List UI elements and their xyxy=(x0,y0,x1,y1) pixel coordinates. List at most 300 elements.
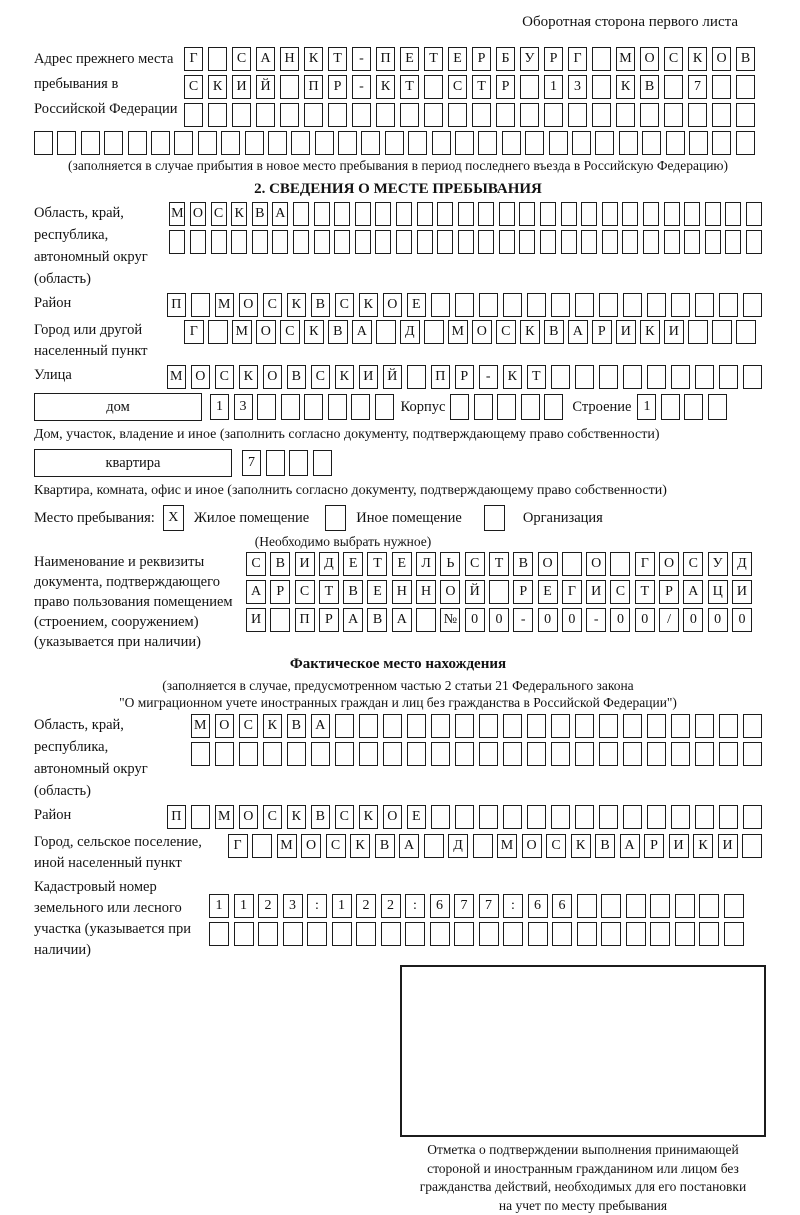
char-cell[interactable]: А xyxy=(352,320,372,344)
char-cell[interactable] xyxy=(581,202,597,226)
char-cell[interactable] xyxy=(408,131,427,155)
char-cell[interactable]: О xyxy=(640,47,659,71)
char-cell[interactable]: И xyxy=(586,580,606,604)
char-cell[interactable] xyxy=(520,103,539,127)
char-cell[interactable] xyxy=(375,230,391,254)
char-cell[interactable] xyxy=(455,131,474,155)
char-cell[interactable]: Р xyxy=(644,834,664,858)
char-cell[interactable] xyxy=(712,75,731,99)
char-cell[interactable] xyxy=(626,922,646,946)
char-cell[interactable]: К xyxy=(503,365,523,389)
char-cell[interactable]: С xyxy=(295,580,315,604)
char-cell[interactable]: А xyxy=(343,608,363,632)
char-cell[interactable] xyxy=(496,103,515,127)
char-cell[interactable] xyxy=(746,230,762,254)
char-cell[interactable] xyxy=(190,230,206,254)
char-cell[interactable] xyxy=(335,742,355,766)
char-cell[interactable] xyxy=(712,103,731,127)
char-cell[interactable] xyxy=(208,320,228,344)
char-cell[interactable] xyxy=(215,742,235,766)
char-cell[interactable]: 0 xyxy=(683,608,703,632)
char-cell[interactable] xyxy=(499,230,515,254)
char-cell[interactable] xyxy=(527,742,547,766)
char-cell[interactable] xyxy=(266,450,285,476)
char-cell[interactable]: В xyxy=(375,834,395,858)
char-cell[interactable]: Т xyxy=(400,75,419,99)
char-cell[interactable] xyxy=(376,320,396,344)
char-cell[interactable]: М xyxy=(167,365,187,389)
char-cell[interactable]: К xyxy=(304,47,323,71)
char-cell[interactable] xyxy=(313,450,332,476)
char-cell[interactable] xyxy=(725,230,741,254)
char-cell[interactable]: В xyxy=(328,320,348,344)
char-cell[interactable]: С xyxy=(335,805,355,829)
char-cell[interactable]: 3 xyxy=(568,75,587,99)
char-cell[interactable] xyxy=(239,742,259,766)
char-cell[interactable] xyxy=(544,103,563,127)
char-cell[interactable] xyxy=(671,742,691,766)
char-cell[interactable]: М xyxy=(232,320,252,344)
char-cell[interactable] xyxy=(307,922,327,946)
char-cell[interactable]: О xyxy=(522,834,542,858)
char-cell[interactable] xyxy=(528,922,548,946)
char-cell[interactable]: 6 xyxy=(528,894,548,918)
char-cell[interactable] xyxy=(623,714,643,738)
char-cell[interactable] xyxy=(719,805,739,829)
char-cell[interactable] xyxy=(272,230,288,254)
char-cell[interactable]: М xyxy=(616,47,635,71)
char-cell[interactable] xyxy=(575,805,595,829)
char-cell[interactable] xyxy=(268,131,287,155)
char-cell[interactable]: 1 xyxy=(544,75,563,99)
char-cell[interactable] xyxy=(610,552,630,576)
char-cell[interactable]: О xyxy=(383,805,403,829)
char-cell[interactable] xyxy=(432,131,451,155)
char-cell[interactable] xyxy=(448,103,467,127)
char-cell[interactable]: Н xyxy=(280,47,299,71)
char-cell[interactable]: И xyxy=(246,608,266,632)
char-cell[interactable]: М xyxy=(497,834,517,858)
char-cell[interactable] xyxy=(385,131,404,155)
char-cell[interactable]: В xyxy=(513,552,533,576)
char-cell[interactable]: А xyxy=(683,580,703,604)
char-cell[interactable]: М xyxy=(169,202,185,226)
char-cell[interactable] xyxy=(688,103,707,127)
char-cell[interactable]: В xyxy=(343,580,363,604)
char-cell[interactable] xyxy=(424,320,444,344)
char-cell[interactable] xyxy=(191,805,211,829)
char-cell[interactable]: 2 xyxy=(381,894,401,918)
char-cell[interactable]: О xyxy=(659,552,679,576)
char-cell[interactable] xyxy=(688,320,708,344)
char-cell[interactable] xyxy=(479,293,499,317)
char-cell[interactable]: П xyxy=(167,293,187,317)
char-cell[interactable] xyxy=(455,714,475,738)
char-cell[interactable] xyxy=(424,103,443,127)
char-cell[interactable] xyxy=(258,922,278,946)
char-cell[interactable] xyxy=(647,742,667,766)
char-cell[interactable] xyxy=(479,742,499,766)
char-cell[interactable]: М xyxy=(191,714,211,738)
char-cell[interactable] xyxy=(381,922,401,946)
char-cell[interactable]: О xyxy=(472,320,492,344)
char-cell[interactable]: Е xyxy=(448,47,467,71)
char-cell[interactable]: : xyxy=(405,894,425,918)
char-cell[interactable]: А xyxy=(311,714,331,738)
char-cell[interactable] xyxy=(232,103,251,127)
char-cell[interactable]: Е xyxy=(407,805,427,829)
char-cell[interactable] xyxy=(525,131,544,155)
char-cell[interactable] xyxy=(623,293,643,317)
char-cell[interactable] xyxy=(245,131,264,155)
char-cell[interactable]: 0 xyxy=(489,608,509,632)
char-cell[interactable] xyxy=(601,922,621,946)
char-cell[interactable]: К xyxy=(287,805,307,829)
char-cell[interactable] xyxy=(293,230,309,254)
char-cell[interactable]: 0 xyxy=(708,608,728,632)
char-cell[interactable] xyxy=(184,103,203,127)
char-cell[interactable]: Д xyxy=(400,320,420,344)
char-cell[interactable] xyxy=(338,131,357,155)
char-cell[interactable] xyxy=(601,894,621,918)
char-cell[interactable]: Т xyxy=(424,47,443,71)
char-cell[interactable]: И xyxy=(664,320,684,344)
char-cell[interactable]: Й xyxy=(465,580,485,604)
char-cell[interactable]: О xyxy=(538,552,558,576)
char-cell[interactable] xyxy=(281,394,300,420)
char-cell[interactable]: С xyxy=(263,805,283,829)
char-cell[interactable] xyxy=(622,202,638,226)
char-cell[interactable] xyxy=(454,922,474,946)
char-cell[interactable]: С xyxy=(664,47,683,71)
char-cell[interactable] xyxy=(231,230,247,254)
char-cell[interactable]: М xyxy=(277,834,297,858)
char-cell[interactable] xyxy=(666,131,685,155)
char-cell[interactable] xyxy=(191,742,211,766)
char-cell[interactable]: С xyxy=(465,552,485,576)
char-cell[interactable] xyxy=(263,742,283,766)
char-cell[interactable]: 0 xyxy=(562,608,582,632)
char-cell[interactable] xyxy=(304,103,323,127)
char-cell[interactable]: 7 xyxy=(454,894,474,918)
char-cell[interactable] xyxy=(417,230,433,254)
char-cell[interactable]: Е xyxy=(392,552,412,576)
char-cell[interactable] xyxy=(708,394,727,420)
char-cell[interactable]: Е xyxy=(538,580,558,604)
char-cell[interactable] xyxy=(332,922,352,946)
char-cell[interactable]: Г xyxy=(184,320,204,344)
char-cell[interactable] xyxy=(642,131,661,155)
char-cell[interactable] xyxy=(599,365,619,389)
char-cell[interactable] xyxy=(695,805,715,829)
char-cell[interactable]: П xyxy=(376,47,395,71)
char-cell[interactable]: Е xyxy=(400,47,419,71)
char-cell[interactable] xyxy=(568,103,587,127)
char-cell[interactable]: С xyxy=(232,47,251,71)
char-cell[interactable] xyxy=(647,714,667,738)
char-cell[interactable] xyxy=(647,365,667,389)
char-cell[interactable] xyxy=(572,131,591,155)
char-cell[interactable]: - xyxy=(479,365,499,389)
char-cell[interactable] xyxy=(431,742,451,766)
char-cell[interactable]: К xyxy=(616,75,635,99)
char-cell[interactable] xyxy=(743,365,763,389)
char-cell[interactable] xyxy=(743,742,763,766)
char-cell[interactable]: О xyxy=(440,580,460,604)
char-cell[interactable] xyxy=(623,365,643,389)
char-cell[interactable] xyxy=(602,230,618,254)
char-cell[interactable] xyxy=(416,608,436,632)
char-cell[interactable]: К xyxy=(335,365,355,389)
char-cell[interactable] xyxy=(527,293,547,317)
char-cell[interactable] xyxy=(503,293,523,317)
char-cell[interactable] xyxy=(499,202,515,226)
char-cell[interactable] xyxy=(355,230,371,254)
char-cell[interactable]: Р xyxy=(592,320,612,344)
char-cell[interactable] xyxy=(407,742,427,766)
char-cell[interactable] xyxy=(407,365,427,389)
char-cell[interactable]: У xyxy=(520,47,539,71)
char-cell[interactable] xyxy=(328,103,347,127)
char-cell[interactable] xyxy=(280,75,299,99)
char-cell[interactable]: Д xyxy=(319,552,339,576)
char-cell[interactable] xyxy=(581,230,597,254)
char-cell[interactable] xyxy=(623,805,643,829)
char-cell[interactable]: Л xyxy=(416,552,436,576)
char-cell[interactable]: - xyxy=(586,608,606,632)
char-cell[interactable]: О xyxy=(301,834,321,858)
char-cell[interactable] xyxy=(383,714,403,738)
char-cell[interactable]: Б xyxy=(496,47,515,71)
checkbox-residential[interactable]: X xyxy=(163,505,184,531)
char-cell[interactable] xyxy=(719,742,739,766)
char-cell[interactable]: В xyxy=(367,608,387,632)
char-cell[interactable] xyxy=(359,742,379,766)
char-cell[interactable] xyxy=(405,922,425,946)
char-cell[interactable]: 0 xyxy=(610,608,630,632)
char-cell[interactable] xyxy=(736,75,755,99)
char-cell[interactable] xyxy=(671,293,691,317)
char-cell[interactable] xyxy=(472,103,491,127)
char-cell[interactable]: 3 xyxy=(283,894,303,918)
char-cell[interactable]: Ц xyxy=(708,580,728,604)
char-cell[interactable] xyxy=(478,131,497,155)
char-cell[interactable] xyxy=(396,230,412,254)
char-cell[interactable] xyxy=(671,365,691,389)
char-cell[interactable]: И xyxy=(232,75,251,99)
char-cell[interactable]: К xyxy=(208,75,227,99)
char-cell[interactable] xyxy=(335,714,355,738)
char-cell[interactable] xyxy=(431,805,451,829)
char-cell[interactable]: Е xyxy=(407,293,427,317)
char-cell[interactable]: А xyxy=(399,834,419,858)
char-cell[interactable] xyxy=(521,394,540,420)
char-cell[interactable]: Т xyxy=(635,580,655,604)
char-cell[interactable] xyxy=(592,47,611,71)
char-cell[interactable]: : xyxy=(503,894,523,918)
char-cell[interactable]: А xyxy=(392,608,412,632)
char-cell[interactable]: А xyxy=(620,834,640,858)
checkbox-organization[interactable] xyxy=(484,505,505,531)
char-cell[interactable] xyxy=(575,293,595,317)
char-cell[interactable] xyxy=(684,230,700,254)
char-cell[interactable]: С xyxy=(496,320,516,344)
char-cell[interactable]: С xyxy=(280,320,300,344)
char-cell[interactable] xyxy=(595,131,614,155)
char-cell[interactable] xyxy=(503,922,523,946)
checkbox-other-premises[interactable] xyxy=(325,505,346,531)
char-cell[interactable] xyxy=(599,742,619,766)
char-cell[interactable]: Т xyxy=(328,47,347,71)
char-cell[interactable] xyxy=(616,103,635,127)
char-cell[interactable] xyxy=(684,394,703,420)
char-cell[interactable]: П xyxy=(295,608,315,632)
char-cell[interactable]: С xyxy=(610,580,630,604)
char-cell[interactable]: Т xyxy=(527,365,547,389)
char-cell[interactable]: 6 xyxy=(552,894,572,918)
char-cell[interactable]: № xyxy=(440,608,460,632)
char-cell[interactable] xyxy=(643,230,659,254)
char-cell[interactable] xyxy=(643,202,659,226)
char-cell[interactable] xyxy=(270,608,290,632)
char-cell[interactable] xyxy=(151,131,170,155)
char-cell[interactable] xyxy=(671,714,691,738)
char-cell[interactable]: С xyxy=(215,365,235,389)
char-cell[interactable] xyxy=(520,75,539,99)
char-cell[interactable]: Ь xyxy=(440,552,460,576)
char-cell[interactable] xyxy=(502,131,521,155)
char-cell[interactable]: В xyxy=(311,293,331,317)
char-cell[interactable]: - xyxy=(513,608,533,632)
char-cell[interactable] xyxy=(355,202,371,226)
char-cell[interactable]: 1 xyxy=(637,394,656,420)
char-cell[interactable] xyxy=(724,894,744,918)
char-cell[interactable] xyxy=(450,394,469,420)
char-cell[interactable] xyxy=(375,202,391,226)
char-cell[interactable] xyxy=(736,103,755,127)
char-cell[interactable] xyxy=(712,131,731,155)
char-cell[interactable]: О xyxy=(263,365,283,389)
char-cell[interactable] xyxy=(695,365,715,389)
char-cell[interactable] xyxy=(551,365,571,389)
char-cell[interactable]: 7 xyxy=(479,894,499,918)
char-cell[interactable] xyxy=(695,293,715,317)
char-cell[interactable] xyxy=(661,394,680,420)
char-cell[interactable] xyxy=(622,230,638,254)
char-cell[interactable]: К xyxy=(640,320,660,344)
char-cell[interactable]: 0 xyxy=(465,608,485,632)
char-cell[interactable] xyxy=(736,320,756,344)
char-cell[interactable]: И xyxy=(669,834,689,858)
char-cell[interactable] xyxy=(599,714,619,738)
char-cell[interactable] xyxy=(647,805,667,829)
char-cell[interactable] xyxy=(473,834,493,858)
char-cell[interactable] xyxy=(57,131,76,155)
char-cell[interactable]: П xyxy=(431,365,451,389)
char-cell[interactable] xyxy=(455,293,475,317)
char-cell[interactable]: С xyxy=(184,75,203,99)
char-cell[interactable]: С xyxy=(546,834,566,858)
char-cell[interactable]: Й xyxy=(383,365,403,389)
char-cell[interactable] xyxy=(289,450,308,476)
char-cell[interactable]: Т xyxy=(472,75,491,99)
char-cell[interactable] xyxy=(724,922,744,946)
char-cell[interactable] xyxy=(527,805,547,829)
char-cell[interactable] xyxy=(592,75,611,99)
char-cell[interactable]: 2 xyxy=(258,894,278,918)
char-cell[interactable]: - xyxy=(352,75,371,99)
char-cell[interactable]: 3 xyxy=(234,394,253,420)
char-cell[interactable] xyxy=(650,894,670,918)
char-cell[interactable]: С xyxy=(335,293,355,317)
char-cell[interactable] xyxy=(314,202,330,226)
char-cell[interactable] xyxy=(551,714,571,738)
char-cell[interactable] xyxy=(602,202,618,226)
char-cell[interactable]: Р xyxy=(270,580,290,604)
char-cell[interactable] xyxy=(503,742,523,766)
char-cell[interactable]: А xyxy=(246,580,266,604)
char-cell[interactable] xyxy=(257,394,276,420)
char-cell[interactable]: Г xyxy=(568,47,587,71)
char-cell[interactable]: К xyxy=(359,293,379,317)
char-cell[interactable]: М xyxy=(448,320,468,344)
char-cell[interactable] xyxy=(311,742,331,766)
char-cell[interactable]: С xyxy=(326,834,346,858)
char-cell[interactable] xyxy=(315,131,334,155)
char-cell[interactable]: С xyxy=(448,75,467,99)
char-cell[interactable] xyxy=(104,131,123,155)
char-cell[interactable] xyxy=(191,293,211,317)
char-cell[interactable]: 0 xyxy=(538,608,558,632)
char-cell[interactable]: В xyxy=(544,320,564,344)
char-cell[interactable] xyxy=(334,230,350,254)
char-cell[interactable] xyxy=(34,131,53,155)
char-cell[interactable]: О xyxy=(712,47,731,71)
char-cell[interactable]: Р xyxy=(328,75,347,99)
char-cell[interactable]: И xyxy=(718,834,738,858)
char-cell[interactable] xyxy=(208,103,227,127)
char-cell[interactable] xyxy=(675,922,695,946)
char-cell[interactable] xyxy=(396,202,412,226)
char-cell[interactable]: Т xyxy=(367,552,387,576)
char-cell[interactable]: О xyxy=(190,202,206,226)
char-cell[interactable]: : xyxy=(307,894,327,918)
char-cell[interactable] xyxy=(479,805,499,829)
char-cell[interactable]: О xyxy=(239,805,259,829)
char-cell[interactable]: К xyxy=(287,293,307,317)
char-cell[interactable]: И xyxy=(616,320,636,344)
char-cell[interactable] xyxy=(287,742,307,766)
char-cell[interactable]: И xyxy=(295,552,315,576)
char-cell[interactable]: В xyxy=(640,75,659,99)
char-cell[interactable] xyxy=(437,202,453,226)
char-cell[interactable]: Г xyxy=(635,552,655,576)
char-cell[interactable] xyxy=(503,805,523,829)
char-cell[interactable]: 1 xyxy=(234,894,254,918)
char-cell[interactable] xyxy=(234,922,254,946)
char-cell[interactable] xyxy=(304,394,323,420)
char-cell[interactable] xyxy=(314,230,330,254)
char-cell[interactable] xyxy=(431,293,451,317)
char-cell[interactable] xyxy=(619,131,638,155)
char-cell[interactable]: Р xyxy=(496,75,515,99)
char-cell[interactable] xyxy=(81,131,100,155)
char-cell[interactable]: 7 xyxy=(688,75,707,99)
char-cell[interactable]: К xyxy=(520,320,540,344)
char-cell[interactable]: О xyxy=(383,293,403,317)
char-cell[interactable]: Е xyxy=(367,580,387,604)
char-cell[interactable] xyxy=(675,894,695,918)
